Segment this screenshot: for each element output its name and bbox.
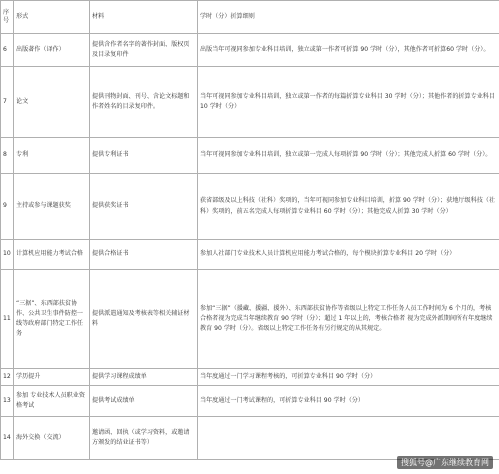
row-material: 提供派遣通知及考核表等相关辅证材料 — [90, 270, 198, 369]
row-material: 提供学习课程成绩单 — [90, 369, 198, 386]
row-detail: 出版当年可视同参加专业科目培训，独立或第一作者可折算 90 学时（分），其他作者可折算60 学时（分）。 — [198, 34, 499, 67]
row-detail: 参加“三据”（援藏、援疆、援外）、东西部扶贫协作等省级以上特定工作任务人员工作时间为 6 个月的，考核合格者视为完成当年继续教育 90 学时（分）；超过 1 年以上的，考核合格者 视为完成外派期间所有年度继续教育 90 学时（分）。省级以上特定工作任务有另行规定的从其规定。 — [198, 270, 499, 369]
row-form: “三据”、东西部扶贫协作、公共卫生事件防控一线等政府部门特定工作任务 — [14, 270, 90, 369]
row-detail: 当年度通过一门考试课程的，可折算专业科目 90 学时（分） — [198, 386, 499, 417]
row-form: 计算机应用能力考试合格 — [14, 240, 90, 270]
row-form: 专利 — [14, 138, 90, 174]
row-index: 10 — [1, 240, 14, 270]
table-row — [1, 386, 499, 417]
source-watermark: 搜狐号@广东继续教育网 — [397, 456, 493, 469]
row-index: 12 — [1, 369, 14, 386]
row-form: 海外交换（交流） — [14, 417, 90, 460]
table-header-row — [1, 1, 499, 34]
table-row — [1, 34, 499, 67]
row-form: 参加 专业技术人员职业资格考试 — [14, 386, 90, 417]
row-index: 14 — [1, 417, 14, 460]
table-row — [1, 369, 499, 386]
row-index: 9 — [1, 174, 14, 240]
header-detail: 学时（分）折算细则 — [198, 1, 499, 34]
row-index: 11 — [1, 270, 14, 369]
row-form: 论文 — [14, 67, 90, 138]
header-index: 序号 — [1, 1, 14, 34]
row-detail: 获省部级及以上科技（社科）奖项的，当年可视同参加专业科目培训，折算 90 学时（分）；获地厅级科技（社科）奖项的，前五名完成人每项折算专业科目 60 学时（分）；其他完成人折算 30 学时（分） — [198, 174, 499, 240]
table-row — [1, 417, 499, 460]
row-index: 8 — [1, 138, 14, 174]
row-material: 提供刊物封面、刊号、含论文标题和作者姓名的目录复印件。 — [90, 67, 198, 138]
row-detail: 当年可视同参加专业科目培训，独立或第一完成人每项折算 90 学时（分）；其他完成人折算 60 学时（分）。 — [198, 138, 499, 174]
row-detail — [198, 417, 499, 460]
header-form: 形式 — [14, 1, 90, 34]
header-material: 材料 — [90, 1, 198, 34]
row-material: 提供含作者名字的著作封面、版权页及目录复印件 — [90, 34, 198, 67]
row-index: 7 — [1, 67, 14, 138]
table-row — [1, 67, 499, 138]
row-material: 提供专利证书 — [90, 138, 198, 174]
row-material: 提供合格证书 — [90, 240, 198, 270]
row-detail: 当年度通过一门学习课程考核的，可折算专业科目 90 学时（分） — [198, 369, 499, 386]
row-detail: 参加人社部门专业技术人员计算机应用能力考试合格的，每个模块折算专业科目 20 学时（分） — [198, 240, 499, 270]
row-form: 主持或参与课题获奖 — [14, 174, 90, 240]
row-form: 出版著作（译作） — [14, 34, 90, 67]
row-material: 提供考试成绩单 — [90, 386, 198, 417]
row-detail: 当年可视同参加专业科目培训，独立或第一作者的每篇折算专业科目 30 学时（分）；其他作者的折算专业科目 10 学时（分） — [198, 67, 499, 138]
row-form: 学历提升 — [14, 369, 90, 386]
row-index: 6 — [1, 34, 14, 67]
row-material: 提供获奖证书 — [90, 174, 198, 240]
table-row — [1, 270, 499, 369]
table-row — [1, 138, 499, 174]
row-index: 13 — [1, 386, 14, 417]
row-material: 邀请函、回执（或学习资料，或邀请方颁发的结业证书等） — [90, 417, 198, 460]
table-row — [1, 174, 499, 240]
table-row — [1, 240, 499, 270]
